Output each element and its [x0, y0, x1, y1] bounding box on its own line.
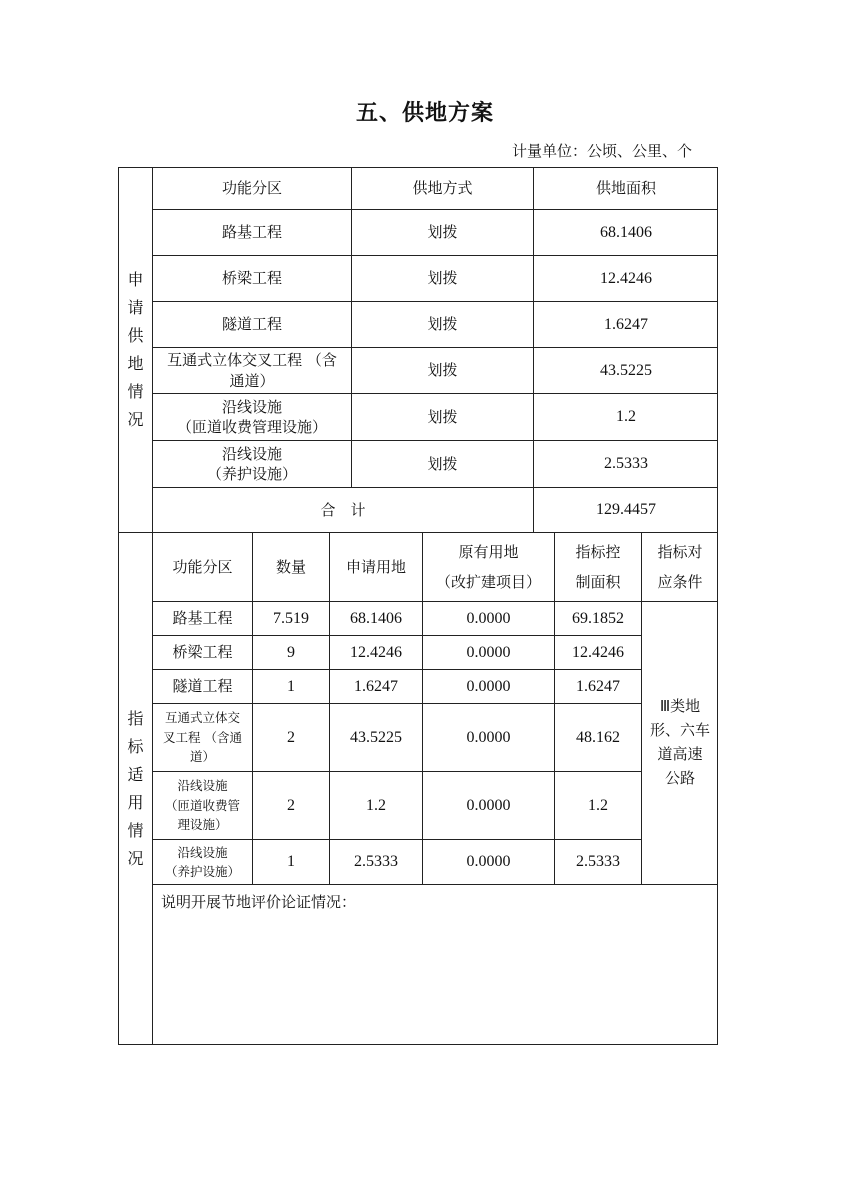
row-control: 12.4246 — [555, 636, 642, 670]
side-label-indicator — [119, 533, 153, 1044]
row-zone: 隧道工程 — [153, 302, 352, 348]
side-char: 情 — [127, 820, 144, 840]
zone-line: （匝道收费管 — [164, 797, 240, 813]
side-char: 指 — [127, 708, 144, 728]
row-zone: 隧道工程 — [153, 670, 253, 704]
side-char: 标 — [127, 736, 144, 756]
row-method: 划拨 — [352, 210, 534, 256]
row-existing: 0.0000 — [423, 602, 555, 636]
total-label: 合 计 — [153, 488, 534, 533]
side-char: 请 — [127, 298, 144, 317]
row-count: 9 — [253, 636, 330, 670]
row-area: 12.4246 — [534, 256, 718, 302]
row-applied: 2.5333 — [330, 840, 423, 885]
header-line: 指标控 — [575, 543, 621, 561]
header-applied: 申请用地 — [330, 533, 423, 602]
row-existing: 0.0000 — [423, 636, 555, 670]
header-zone: 功能分区 — [153, 533, 253, 602]
row-zone — [153, 441, 352, 488]
row-zone — [153, 348, 352, 394]
zone-line: 互通式立体交 — [164, 710, 240, 726]
side-char: 况 — [127, 410, 144, 429]
row-zone — [153, 772, 253, 840]
row-area: 1.2 — [534, 394, 718, 441]
header-existing — [423, 533, 555, 602]
header-line: 原有用地 — [458, 543, 519, 561]
side-char: 况 — [127, 848, 144, 868]
zone-line: 叉工程 （含通 — [163, 729, 242, 745]
row-applied: 43.5225 — [330, 704, 423, 772]
row-existing: 0.0000 — [423, 772, 555, 840]
zone-line: 互通式立体交叉工程 （含 — [167, 351, 337, 370]
header-area: 供地面积 — [534, 168, 718, 210]
row-zone: 路基工程 — [153, 602, 253, 636]
header-method: 供地方式 — [352, 168, 534, 210]
row-zone: 桥梁工程 — [153, 636, 253, 670]
row-area: 2.5333 — [534, 441, 718, 488]
row-control: 69.1852 — [555, 602, 642, 636]
zone-line: 沿线设施 — [221, 397, 282, 416]
land-supply-table — [118, 167, 718, 1045]
page-title: 五、供地方案 — [355, 101, 494, 126]
row-area: 68.1406 — [534, 210, 718, 256]
evaluation-note-area — [153, 885, 718, 1045]
side-char: 地 — [127, 354, 144, 373]
row-method: 划拨 — [352, 256, 534, 302]
condition-line: 形、六车 — [649, 721, 710, 739]
zone-line: 理设施） — [177, 817, 228, 833]
header-condition — [642, 533, 718, 602]
header-line: 应条件 — [657, 573, 703, 591]
header-line: 指标对 — [657, 543, 703, 561]
row-zone: 路基工程 — [153, 210, 352, 256]
row-applied: 1.6247 — [330, 670, 423, 704]
row-existing: 0.0000 — [423, 704, 555, 772]
side-char: 申 — [127, 270, 144, 289]
note-label: 说明开展节地评价论证情况： — [161, 893, 357, 911]
side-char: 供 — [127, 326, 144, 345]
row-method: 划拨 — [352, 348, 534, 394]
row-applied: 1.2 — [330, 772, 423, 840]
row-control: 2.5333 — [555, 840, 642, 885]
row-count: 1 — [253, 840, 330, 885]
row-zone: 桥梁工程 — [153, 256, 352, 302]
zone-line: （养护设施） — [206, 465, 297, 483]
row-existing: 0.0000 — [423, 670, 555, 704]
row-zone — [153, 704, 253, 772]
zone-line: 沿线设施 — [177, 778, 228, 794]
row-existing: 0.0000 — [423, 840, 555, 885]
zone-line: 沿线设施 — [177, 844, 228, 860]
header-line: 制面积 — [575, 573, 621, 591]
side-label-application — [119, 168, 153, 533]
condition-line: 道高速 — [657, 745, 703, 763]
zone-line: （匝道收费管理设施） — [176, 418, 327, 436]
header-zone: 功能分区 — [153, 168, 352, 210]
side-char: 用 — [127, 792, 144, 812]
header-control — [555, 533, 642, 602]
condition-line: Ⅲ类地 — [659, 697, 701, 715]
row-control: 48.162 — [555, 704, 642, 772]
side-char: 适 — [127, 764, 144, 784]
row-method: 划拨 — [352, 302, 534, 348]
row-applied: 12.4246 — [330, 636, 423, 670]
row-count: 2 — [253, 704, 330, 772]
total-value: 129.4457 — [534, 488, 718, 533]
row-control: 1.6247 — [555, 670, 642, 704]
header-line: （改扩建项目） — [435, 573, 541, 591]
zone-line: 沿线设施 — [221, 444, 282, 463]
row-count: 1 — [253, 670, 330, 704]
row-area: 43.5225 — [534, 348, 718, 394]
row-count: 2 — [253, 772, 330, 840]
row-area: 1.6247 — [534, 302, 718, 348]
condition-line: 公路 — [664, 769, 695, 787]
row-zone — [153, 394, 352, 441]
zone-line: 通道） — [229, 371, 275, 390]
row-applied: 68.1406 — [330, 602, 423, 636]
row-control: 1.2 — [555, 772, 642, 840]
row-zone — [153, 840, 253, 885]
header-count: 数量 — [253, 533, 330, 602]
row-count: 7.519 — [253, 602, 330, 636]
unit-note: 计量单位：公顷、公里、个 — [511, 142, 692, 160]
side-char: 情 — [127, 382, 144, 401]
zone-line: 道） — [189, 749, 215, 765]
row-method: 划拨 — [352, 441, 534, 488]
zone-line: （养护设施） — [164, 864, 240, 879]
condition-cell — [642, 602, 718, 885]
row-method: 划拨 — [352, 394, 534, 441]
